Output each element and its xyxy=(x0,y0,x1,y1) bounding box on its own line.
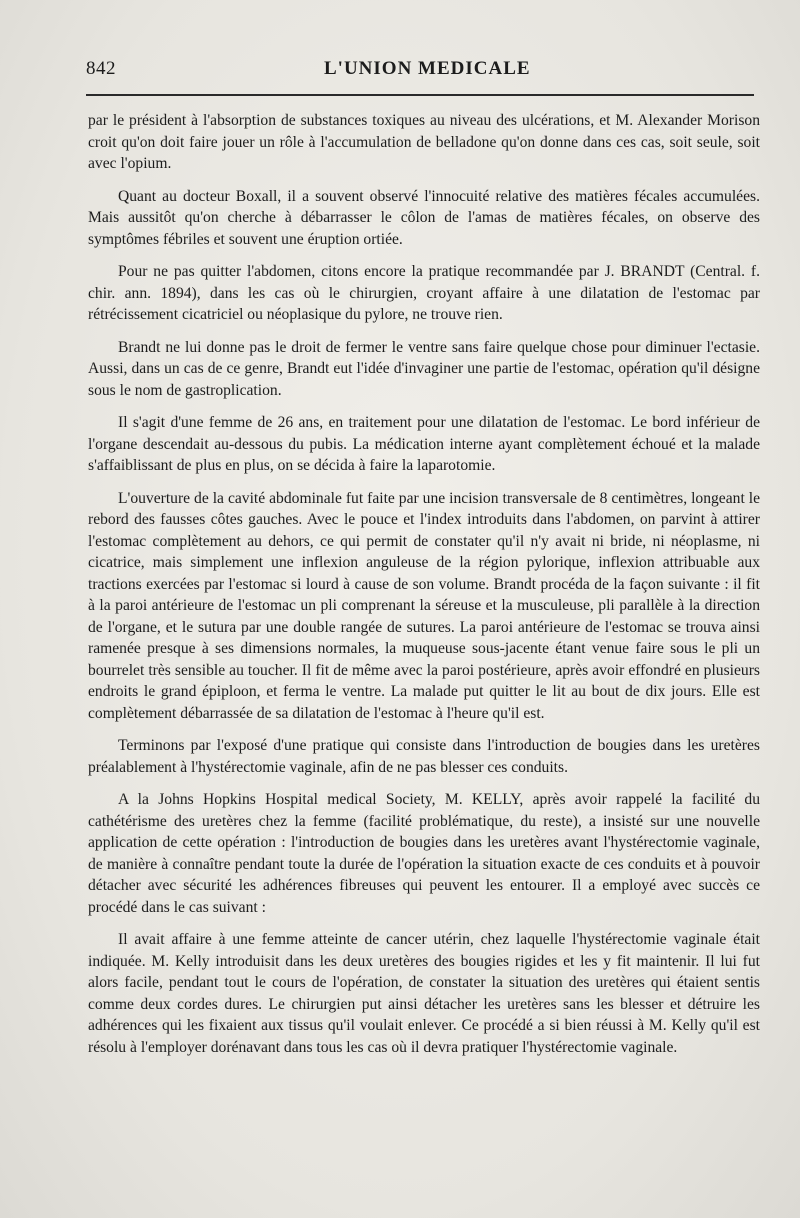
paragraph-7: Terminons par l'exposé d'une pratique qui consiste dans l'introduction de bougies dans les uretères préalablement à l'hystérectomie vaginale, afin de ne pas blesser ces conduits. xyxy=(88,737,760,776)
paragraph-1: par le président à l'absorption de substances toxiques au niveau des ulcérations, et M. Alexander Morison croit qu'on doit faire jouer un rôle à l'accumulation de belladone qu'on donne dans ces cas, soit seule, soit avec l'opium. xyxy=(88,112,760,172)
page-number: 842 xyxy=(86,58,116,79)
paragraph-3: Pour ne pas quitter l'abdomen, citons encore la pratique recommandée par J. BRANDT (Central. f. chir. ann. 1894), dans les cas où le chirurgien, croyant affaire à une dilatation de l'estomac par rétrécissement cicatriciel ou néoplasique du pylore, ne trouve rien. xyxy=(88,263,760,323)
article-body xyxy=(88,110,760,1069)
header-rule xyxy=(86,94,754,96)
paragraph-5: Il s'agit d'une femme de 26 ans, en traitement pour une dilatation de l'estomac. Le bord inférieur de l'organe descendait au-dessous du pubis. La médication interne ayant complètement échoué et la malade s'affaiblissant de plus en plus, on se décida à faire la laparotomie. xyxy=(88,414,760,474)
paragraph-9: Il avait affaire à une femme atteinte de cancer utérin, chez laquelle l'hystérectomie vaginale était indiquée. M. Kelly introduisit dans les deux uretères des bougies rigides et les y fit maintenir. Il lui fut alors facile, pendant tout le cours de l'opération, de constater la situation des uretères qui étaient sentis comme deux cordes dures. Le chirurgien put ainsi détacher les uretères sans les blesser et détruire les adhérences qui les fixaient aux tissus qu'il voulait enlever. Ce procédé a si bien réussi à M. Kelly qu'il est résolu à l'employer dorénavant dans tous les cas où il devra pratiquer l'hystérectomie vaginale. xyxy=(88,931,760,1056)
paragraph-8: A la Johns Hopkins Hospital medical Society, M. KELLY, après avoir rappelé la facilité du cathétérisme des uretères chez la femme (facilité problématique, du reste), a insisté sur une nouvelle application de cette opération : l'introduction de bougies dans les uretères avant l'hystérectomie vaginale, de manière à connaître pendant toute la durée de l'opération la situation exacte de ces conduits et à pouvoir détacher avec sécurité les adhérences fibreuses qui peuvent les entourer. Il a employé avec succès ce procédé dans le cas suivant : xyxy=(88,791,760,916)
paragraph-2: Quant au docteur Boxall, il a souvent observé l'innocuité relative des matières fécales accumulées. Mais aussitôt qu'on cherche à débarrasser le côlon de l'amas de matières fécales, on observe des symptômes fébriles et souvent une éruption ortiée. xyxy=(88,187,760,248)
paragraph-4: Brandt ne lui donne pas le droit de fermer le ventre sans faire quelque chose pour diminuer l'ectasie. Aussi, dans un cas de ce genre, Brandt eut l'idée d'invaginer une partie de l'estomac, opération qu'il désigne sous le nom de gastroplication. xyxy=(88,338,760,399)
running-title: L'UNION MEDICALE xyxy=(324,58,531,79)
page-header xyxy=(86,58,758,84)
paragraph-6: L'ouverture de la cavité abdominale fut faite par une incision transversale de 8 centimètres, longeant le rebord des fausses côtes gauches. Avec le pouce et l'index introduits dans l'abdomen, on parvint à attirer l'estomac complètement au dehors, ce qui permit de constater qu'il n'y avait ni bride, ni néoplasme, ni cicatrice, mais simplement une inflexion anguleuse de la région pylorique, inflexion attribuable aux tractions exercées par l'estomac si lourd à cause de son volume. Brandt procéda de la façon suivante : il fit à la paroi antérieure de l'estomac un pli comprenant la séreuse et la musculeuse, pli parallèle à la direction de l'organe, et le sutura par une double rangée de sutures. La paroi antérieure de l'estomac se trouva ainsi ramenée presque à ses dimensions normales, la muqueuse sous-jacente étant venue faire sous le pli un bourrelet très sensible au toucher. Il fit de même avec la paroi postérieure, après avoir effondré en plusieurs endroits le grand épiploon, et ferma le ventre. La malade put quitter le lit au bout de dix jours. Elle est complètement débarrassée de sa dilatation de l'estomac à l'heure qu'il est. xyxy=(88,489,760,722)
